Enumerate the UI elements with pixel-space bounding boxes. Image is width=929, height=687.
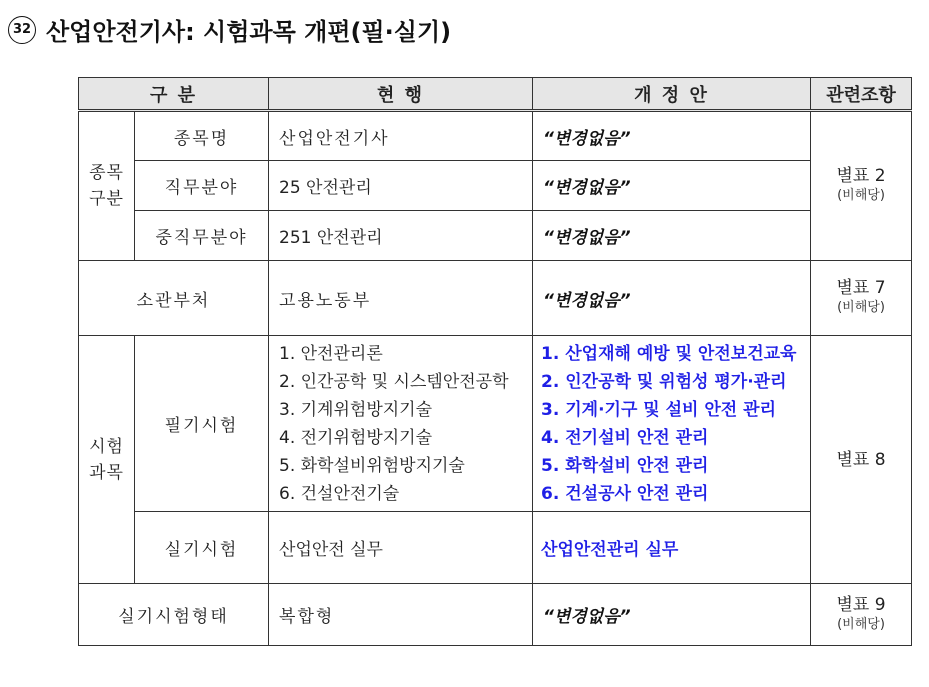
current-value: 고용노동부 [269,261,533,336]
page-title [8,12,451,47]
current-value: 산업안전기사 [269,111,533,161]
table-row [79,161,912,211]
row-label: 소관부처 [79,261,269,336]
reference-cell: 별표 8 [811,336,912,584]
list-item: 4. 전기설비 안전 관리 [541,427,709,448]
row-label: 실기시험형태 [79,584,269,646]
header-row [79,78,912,111]
row-label: 중직무분야 [135,211,269,261]
revised-subject-list [533,336,811,512]
header-revised: 개 정 안 [533,78,811,111]
revised-value: “변경없음” [533,584,811,646]
list-item: 5. 화학설비 안전 관리 [541,455,709,476]
table-row [79,584,912,646]
revised-value: “변경없음” [533,161,811,211]
current-subject-list [269,336,533,512]
row-label: 직무분야 [135,161,269,211]
table-row [79,261,912,336]
current-value: 산업안전 실무 [269,512,533,584]
header-category: 구 분 [79,78,269,111]
list-item: 3. 기계·기구 및 설비 안전 관리 [541,399,776,420]
reference-cell: 별표 9 (비해당) [811,584,912,646]
comparison-table [78,77,912,646]
reference-cell: 별표 2 (비해당) [811,111,912,261]
list-item: 5. 화학설비위험방지기술 [279,455,465,476]
list-item: 1. 안전관리론 [279,343,383,364]
current-value: 25 안전관리 [269,161,533,211]
title-text: 산업안전기사: 시험과목 개편(필·실기) [46,18,452,46]
list-item: 3. 기계위험방지기술 [279,399,433,420]
list-item: 6. 건설안전기술 [279,483,400,504]
table-row [79,211,912,261]
header-reference: 관련조항 [811,78,912,111]
table-row [79,111,912,161]
row-label: 종목명 [135,111,269,161]
list-item: 1. 산업재해 예방 및 안전보건교육 [541,343,797,364]
row-label: 필기시험 [135,336,269,512]
list-item: 2. 인간공학 및 시스템안전공학 [279,371,509,392]
revised-value: “변경없음” [533,261,811,336]
list-item: 4. 전기위험방지기술 [279,427,433,448]
current-value: 251 안전관리 [269,211,533,261]
group-label-subjects: 시험 과목 [79,336,135,584]
group-label-item: 종목 구분 [79,111,135,261]
table-row [79,512,912,584]
row-label: 실기시험 [135,512,269,584]
table-row [79,336,912,512]
list-item: 6. 건설공사 안전 관리 [541,483,709,504]
header-current: 현 행 [269,78,533,111]
revised-value: “변경없음” [533,111,811,161]
reference-cell: 별표 7 (비해당) [811,261,912,336]
current-value: 복합형 [269,584,533,646]
circled-number: 32 [8,16,36,44]
revised-value: “변경없음” [533,211,811,261]
revised-value: 산업안전관리 실무 [533,512,811,584]
list-item: 2. 인간공학 및 위험성 평가·관리 [541,371,787,392]
